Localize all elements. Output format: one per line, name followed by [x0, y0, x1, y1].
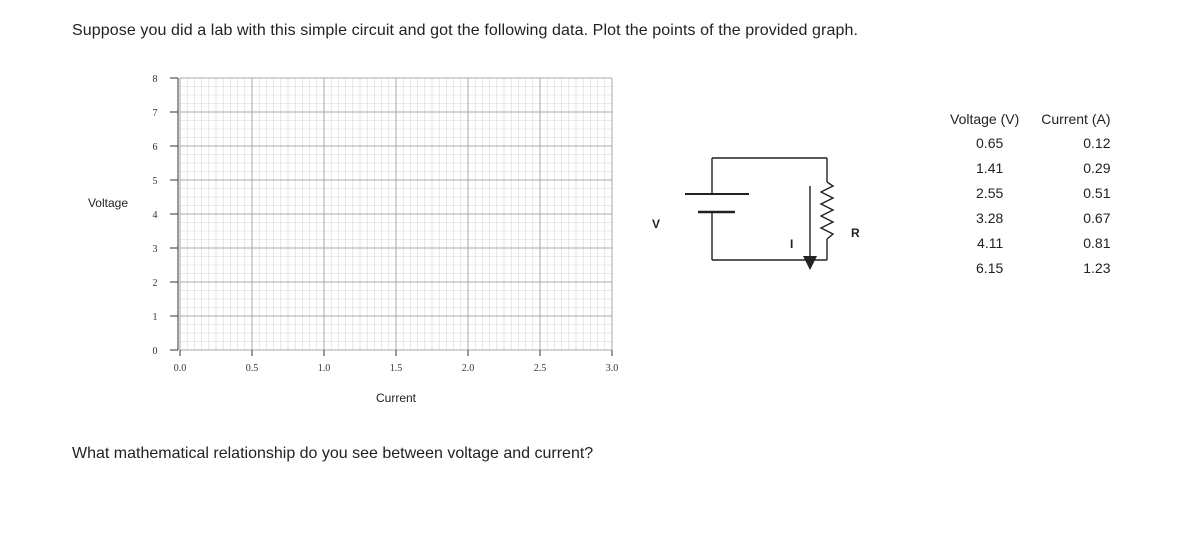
table-cell-voltage: 3.28 — [976, 210, 1004, 226]
table-cell-voltage: 2.55 — [976, 185, 1004, 201]
x-axis-label: Current — [375, 391, 417, 405]
table-row — [950, 210, 1111, 235]
y-tick-label: 8 — [152, 74, 158, 85]
resistor-label: R — [851, 226, 860, 240]
y-tick-label: 1 — [152, 312, 158, 323]
y-axis — [153, 74, 179, 357]
x-tick-label: 0.0 — [173, 363, 187, 374]
table-row — [950, 235, 1111, 260]
current-arrow-head — [803, 256, 817, 270]
x-tick-label: 1.0 — [317, 363, 331, 374]
table-header-voltage: Voltage (V) — [950, 111, 1020, 127]
table-cell-current: 0.81 — [1083, 235, 1111, 251]
x-tick-label: 0.5 — [245, 363, 259, 374]
x-tick-label: 2.5 — [533, 363, 547, 374]
table-header-current: Current (A) — [1041, 111, 1111, 127]
y-tick-label: 0 — [152, 346, 158, 357]
y-axis-label: Voltage — [87, 196, 129, 210]
y-tick-label: 4 — [152, 210, 158, 221]
question-text: What mathematical relationship do you see between voltage and current? — [72, 445, 594, 462]
problem-prompt: Suppose you did a lab with this simple circuit and got the following data. Plot the points of the provided graph. — [72, 22, 858, 39]
x-tick-label: 1.5 — [389, 363, 403, 374]
x-axis — [174, 350, 619, 374]
y-tick-label: 2 — [152, 278, 158, 289]
table-cell-current: 0.51 — [1083, 185, 1111, 201]
table-row — [950, 135, 1111, 160]
x-tick-label: 3.0 — [605, 363, 619, 374]
y-tick-label: 6 — [152, 142, 158, 153]
circuit-diagram — [640, 140, 880, 280]
table-cell-voltage: 6.15 — [976, 260, 1004, 276]
current-label: I — [790, 237, 794, 251]
table-row — [950, 185, 1111, 210]
resistor-zigzag — [821, 182, 833, 239]
y-tick-label: 7 — [152, 108, 158, 119]
y-tick-label: 3 — [152, 244, 158, 255]
table-cell-current: 0.67 — [1083, 210, 1111, 226]
table-cell-current: 0.29 — [1083, 160, 1111, 176]
x-tick-label: 2.0 — [461, 363, 475, 374]
table-header-row — [950, 111, 1111, 135]
table-row — [950, 260, 1111, 285]
table-cell-current: 1.23 — [1083, 260, 1111, 276]
table-cell-voltage: 4.11 — [977, 235, 1004, 251]
data-table — [950, 111, 1111, 285]
table-row — [950, 160, 1111, 185]
blank-graph — [0, 60, 650, 430]
table-cell-current: 0.12 — [1083, 135, 1111, 151]
y-tick-label: 5 — [152, 176, 158, 187]
voltage-label: V — [652, 217, 661, 231]
table-cell-voltage: 1.41 — [976, 160, 1004, 176]
table-cell-voltage: 0.65 — [976, 135, 1004, 151]
